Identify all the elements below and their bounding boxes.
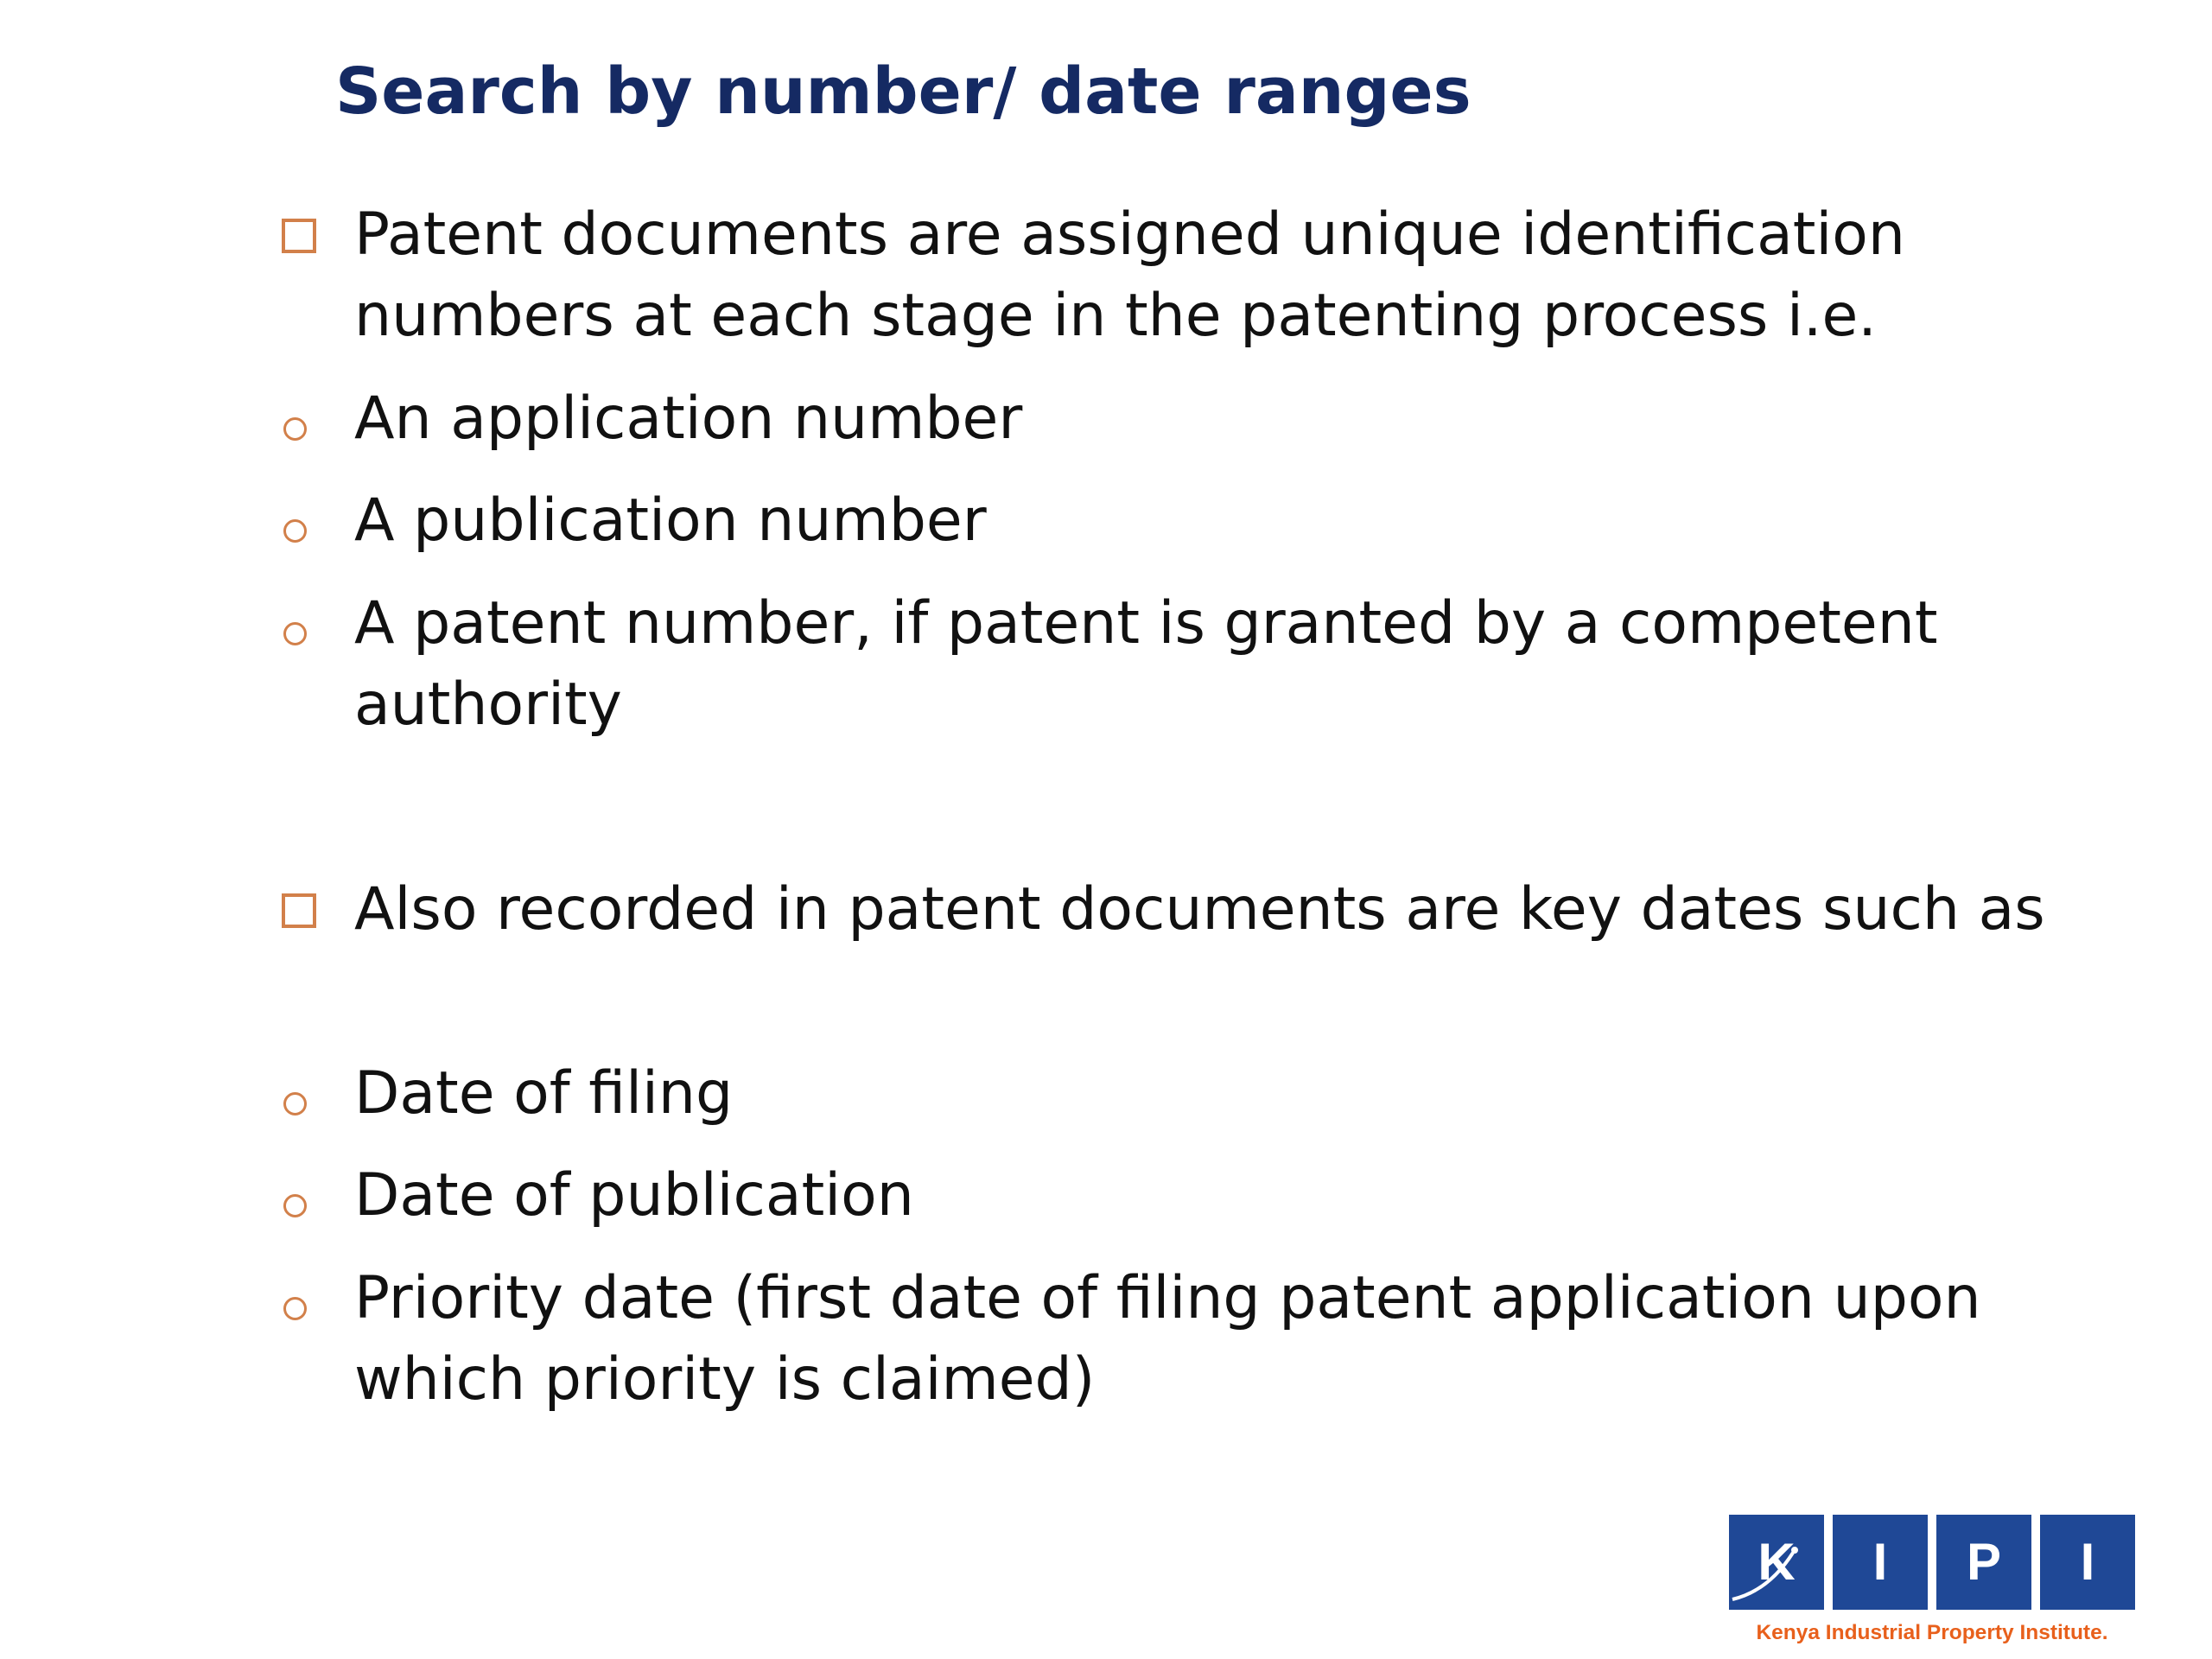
logo-box-i-2 bbox=[2040, 1515, 2135, 1610]
circle-bullet-icon bbox=[283, 519, 307, 543]
square-bullet-icon bbox=[282, 893, 316, 928]
bullet-text: Also recorded in patent documents are key dates such as bbox=[354, 875, 2045, 944]
bullet-item-date-of-publication bbox=[354, 1155, 2117, 1236]
slide-title: Search by number/ date ranges bbox=[335, 54, 1471, 129]
bullet-text: Priority date (first date of filing patent application upon which priority is claimed) bbox=[354, 1264, 1981, 1414]
bullet-text: Date of filing bbox=[354, 1059, 734, 1128]
logo-letter: I bbox=[2080, 1533, 2095, 1591]
logo-box-k bbox=[1729, 1515, 1824, 1610]
bullet-item-patent-number bbox=[354, 583, 2117, 746]
bullet-text: Patent documents are assigned unique identification numbers at each stage in the patenting process i.e. bbox=[354, 200, 1905, 350]
bullet-item-application-number bbox=[354, 378, 2117, 460]
bullet-item-publication-number bbox=[354, 480, 2117, 562]
logo-letter: K bbox=[1758, 1533, 1796, 1591]
bullet-text: An application number bbox=[354, 385, 1023, 453]
kipi-logo bbox=[1729, 1515, 2135, 1644]
bullet-item-key-dates bbox=[354, 869, 2117, 950]
bullet-text: Date of publication bbox=[354, 1161, 914, 1230]
square-bullet-icon bbox=[282, 219, 316, 253]
bullet-text: A publication number bbox=[354, 486, 987, 555]
logo-letter: I bbox=[1872, 1533, 1888, 1591]
logo-box-p bbox=[1936, 1515, 2031, 1610]
bullet-text: A patent number, if patent is granted by a competent authority bbox=[354, 589, 1938, 739]
logo-box-i bbox=[1833, 1515, 1928, 1610]
circle-bullet-icon bbox=[283, 417, 307, 441]
logo-letter: P bbox=[1966, 1533, 2002, 1591]
circle-bullet-icon bbox=[283, 1194, 307, 1217]
circle-bullet-icon bbox=[283, 622, 307, 645]
bullet-item-identification-numbers bbox=[354, 194, 2117, 357]
circle-bullet-icon bbox=[283, 1092, 307, 1116]
logo-caption: Kenya Industrial Property Institute. bbox=[1756, 1621, 2108, 1644]
bullet-item-date-of-filing bbox=[354, 1053, 2117, 1135]
bullet-item-priority-date bbox=[354, 1258, 2117, 1421]
circle-bullet-icon bbox=[283, 1297, 307, 1320]
